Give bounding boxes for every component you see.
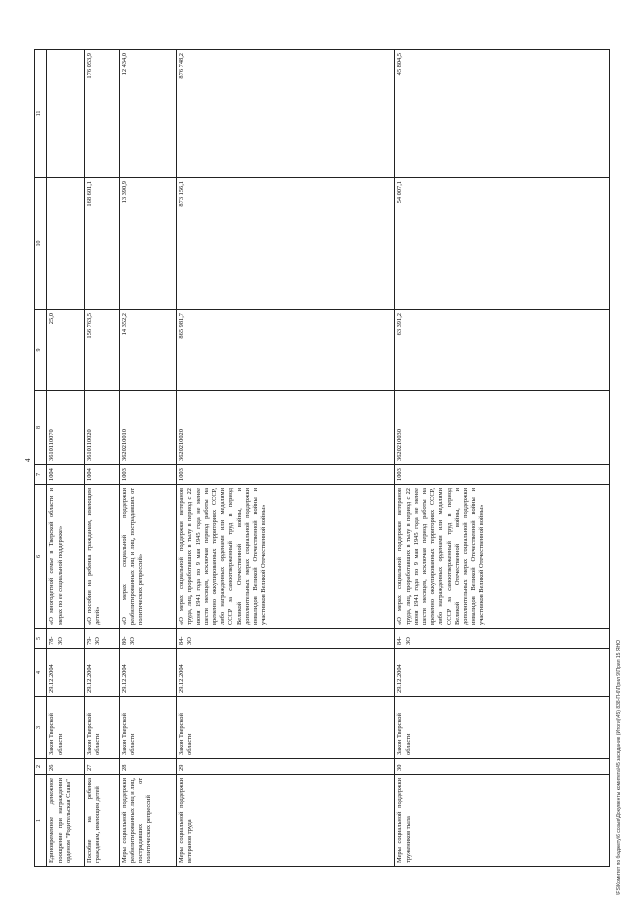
target-code-cell: 3610110020: [84, 391, 119, 465]
header-cell: 10: [35, 178, 47, 310]
section-code-cell: 1004: [84, 465, 119, 485]
amount-cell: 176 053,9: [84, 50, 119, 178]
header-cell: 2: [35, 759, 47, 775]
law-number-cell: 84-ЗО: [177, 629, 395, 649]
law-number-cell: 78-ЗО: [47, 629, 84, 649]
header-cell: 9: [35, 310, 47, 391]
amount-cell: 45 804,5: [395, 50, 610, 178]
measure-name-cell: Меры социальной поддержки тружеников тыла: [395, 775, 610, 867]
law-type-cell: Закон Тверской области: [177, 697, 395, 759]
rotated-page-content: [34, 50, 610, 867]
amount-cell: 873 156,1: [177, 178, 395, 310]
law-date-cell: 29.12.2004: [119, 649, 176, 697]
target-code-cell: 3620210010: [119, 391, 176, 465]
amount-cell: 63 391,2: [395, 310, 610, 391]
section-code-cell: 1003: [177, 465, 395, 485]
law-date-cell: 29.12.2004: [84, 649, 119, 697]
row-number-cell: 28: [119, 759, 176, 775]
amount-cell: [47, 50, 84, 178]
header-cell: 11: [35, 50, 47, 178]
file-path-footer: \FS\Комитет по бюджету\6 созыв\Документы комитета\45 заседание (Итоги)\45) 838-П-6\Прил 9\Прил 15 ЯНО: [616, 640, 622, 895]
section-code-cell: 1004: [47, 465, 84, 485]
law-number-cell: 80-ЗО: [119, 629, 176, 649]
law-title-cell: «О мерах социальной поддержки ветеранов труда, лиц, проработавших в тылу в период с 22 июня 1941 года по 9 мая 1945 года не менее шести месяцев, исключая период работы на временно оккупированных территориях СССР, либо награжденных орденами или медалями СССР за самоотверженный труд в период Великой Отечественной войны, и дополнительных мерах социальной поддержки инвалидов Великой Отечественной войны и участников Великой Отечественной войны»: [395, 485, 610, 629]
law-title-cell: «О многодетной семье в Тверской области и мерах по ее социальной поддержке»: [47, 485, 84, 629]
law-date-cell: 29.12.2004: [47, 649, 84, 697]
header-cell: 1: [35, 775, 47, 867]
law-type-cell: Закон Тверской области: [395, 697, 610, 759]
measure-name-cell: Пособие на ребенка гражданам, имеющим детей: [84, 775, 119, 867]
amount-cell: 14 352,2: [119, 310, 176, 391]
row-number-cell: 26: [47, 759, 84, 775]
table-row: [84, 50, 119, 867]
expenditure-table: [34, 49, 610, 867]
header-cell: 3: [35, 697, 47, 759]
law-number-cell: 79-ЗО: [84, 629, 119, 649]
row-number-cell: 29: [177, 759, 395, 775]
header-cell: 5: [35, 629, 47, 649]
page-number: 4: [24, 458, 32, 462]
amount-cell: 12 434,0: [119, 50, 176, 178]
law-type-cell: Закон Тверской области: [47, 697, 84, 759]
section-code-cell: 1003: [119, 465, 176, 485]
law-type-cell: Закон Тверской области: [84, 697, 119, 759]
target-code-cell: 3620210030: [395, 391, 610, 465]
amount-cell: 25,0: [47, 310, 84, 391]
table-row: [395, 50, 610, 867]
amount-cell: 865 981,7: [177, 310, 395, 391]
table-row: [119, 50, 176, 867]
law-title-cell: «О мерах социальной поддержки реабилитированных лиц и лиц, пострадавших от политических репрессий»: [119, 485, 176, 629]
amount-cell: 876 748,2: [177, 50, 395, 178]
amount-cell: 13 390,9: [119, 178, 176, 310]
header-cell: 4: [35, 649, 47, 697]
table-header-row: [35, 50, 47, 867]
target-code-cell: 3610110070: [47, 391, 84, 465]
measure-name-cell: Меры социальной поддержки ветеранов труда: [177, 775, 395, 867]
measure-name-cell: Единовременное денежное поощрение при награждении орденом "Родительская Слава": [47, 775, 84, 867]
law-date-cell: 29.12.2004: [177, 649, 395, 697]
table-row: [47, 50, 84, 867]
amount-cell: 156 763,5: [84, 310, 119, 391]
header-cell: 6: [35, 485, 47, 629]
law-date-cell: 29.12.2004: [395, 649, 610, 697]
law-title-cell: «О мерах социальной поддержки ветеранов труда, лиц, проработавших в тылу в период с 22 июня 1941 года по 9 мая 1945 года не менее шести месяцев, исключая период работы на временно оккупированных территориях СССР, либо награжденных орденами или медалями СССР за самоотверженный труд в период Великой Отечественной войны, и дополнительных мерах социальной поддержки инвалидов Великой Отечественной войны и участников Великой Отечественной войны»: [177, 485, 395, 629]
row-number-cell: 27: [84, 759, 119, 775]
row-number-cell: 30: [395, 759, 610, 775]
law-number-cell: 84-ЗО: [395, 629, 610, 649]
amount-cell: 168 601,1: [84, 178, 119, 310]
law-title-cell: «О пособии на ребенка гражданам, имеющим детей»: [84, 485, 119, 629]
law-type-cell: Закон Тверской области: [119, 697, 176, 759]
table-row: [177, 50, 395, 867]
amount-cell: 54 007,1: [395, 178, 610, 310]
measure-name-cell: Меры социальной поддержки реабилитированных лиц и лиц, пострадавших от политических репрессий: [119, 775, 176, 867]
header-cell: 8: [35, 391, 47, 465]
section-code-cell: 1003: [395, 465, 610, 485]
target-code-cell: 3620210020: [177, 391, 395, 465]
amount-cell: [47, 178, 84, 310]
header-cell: 7: [35, 465, 47, 485]
